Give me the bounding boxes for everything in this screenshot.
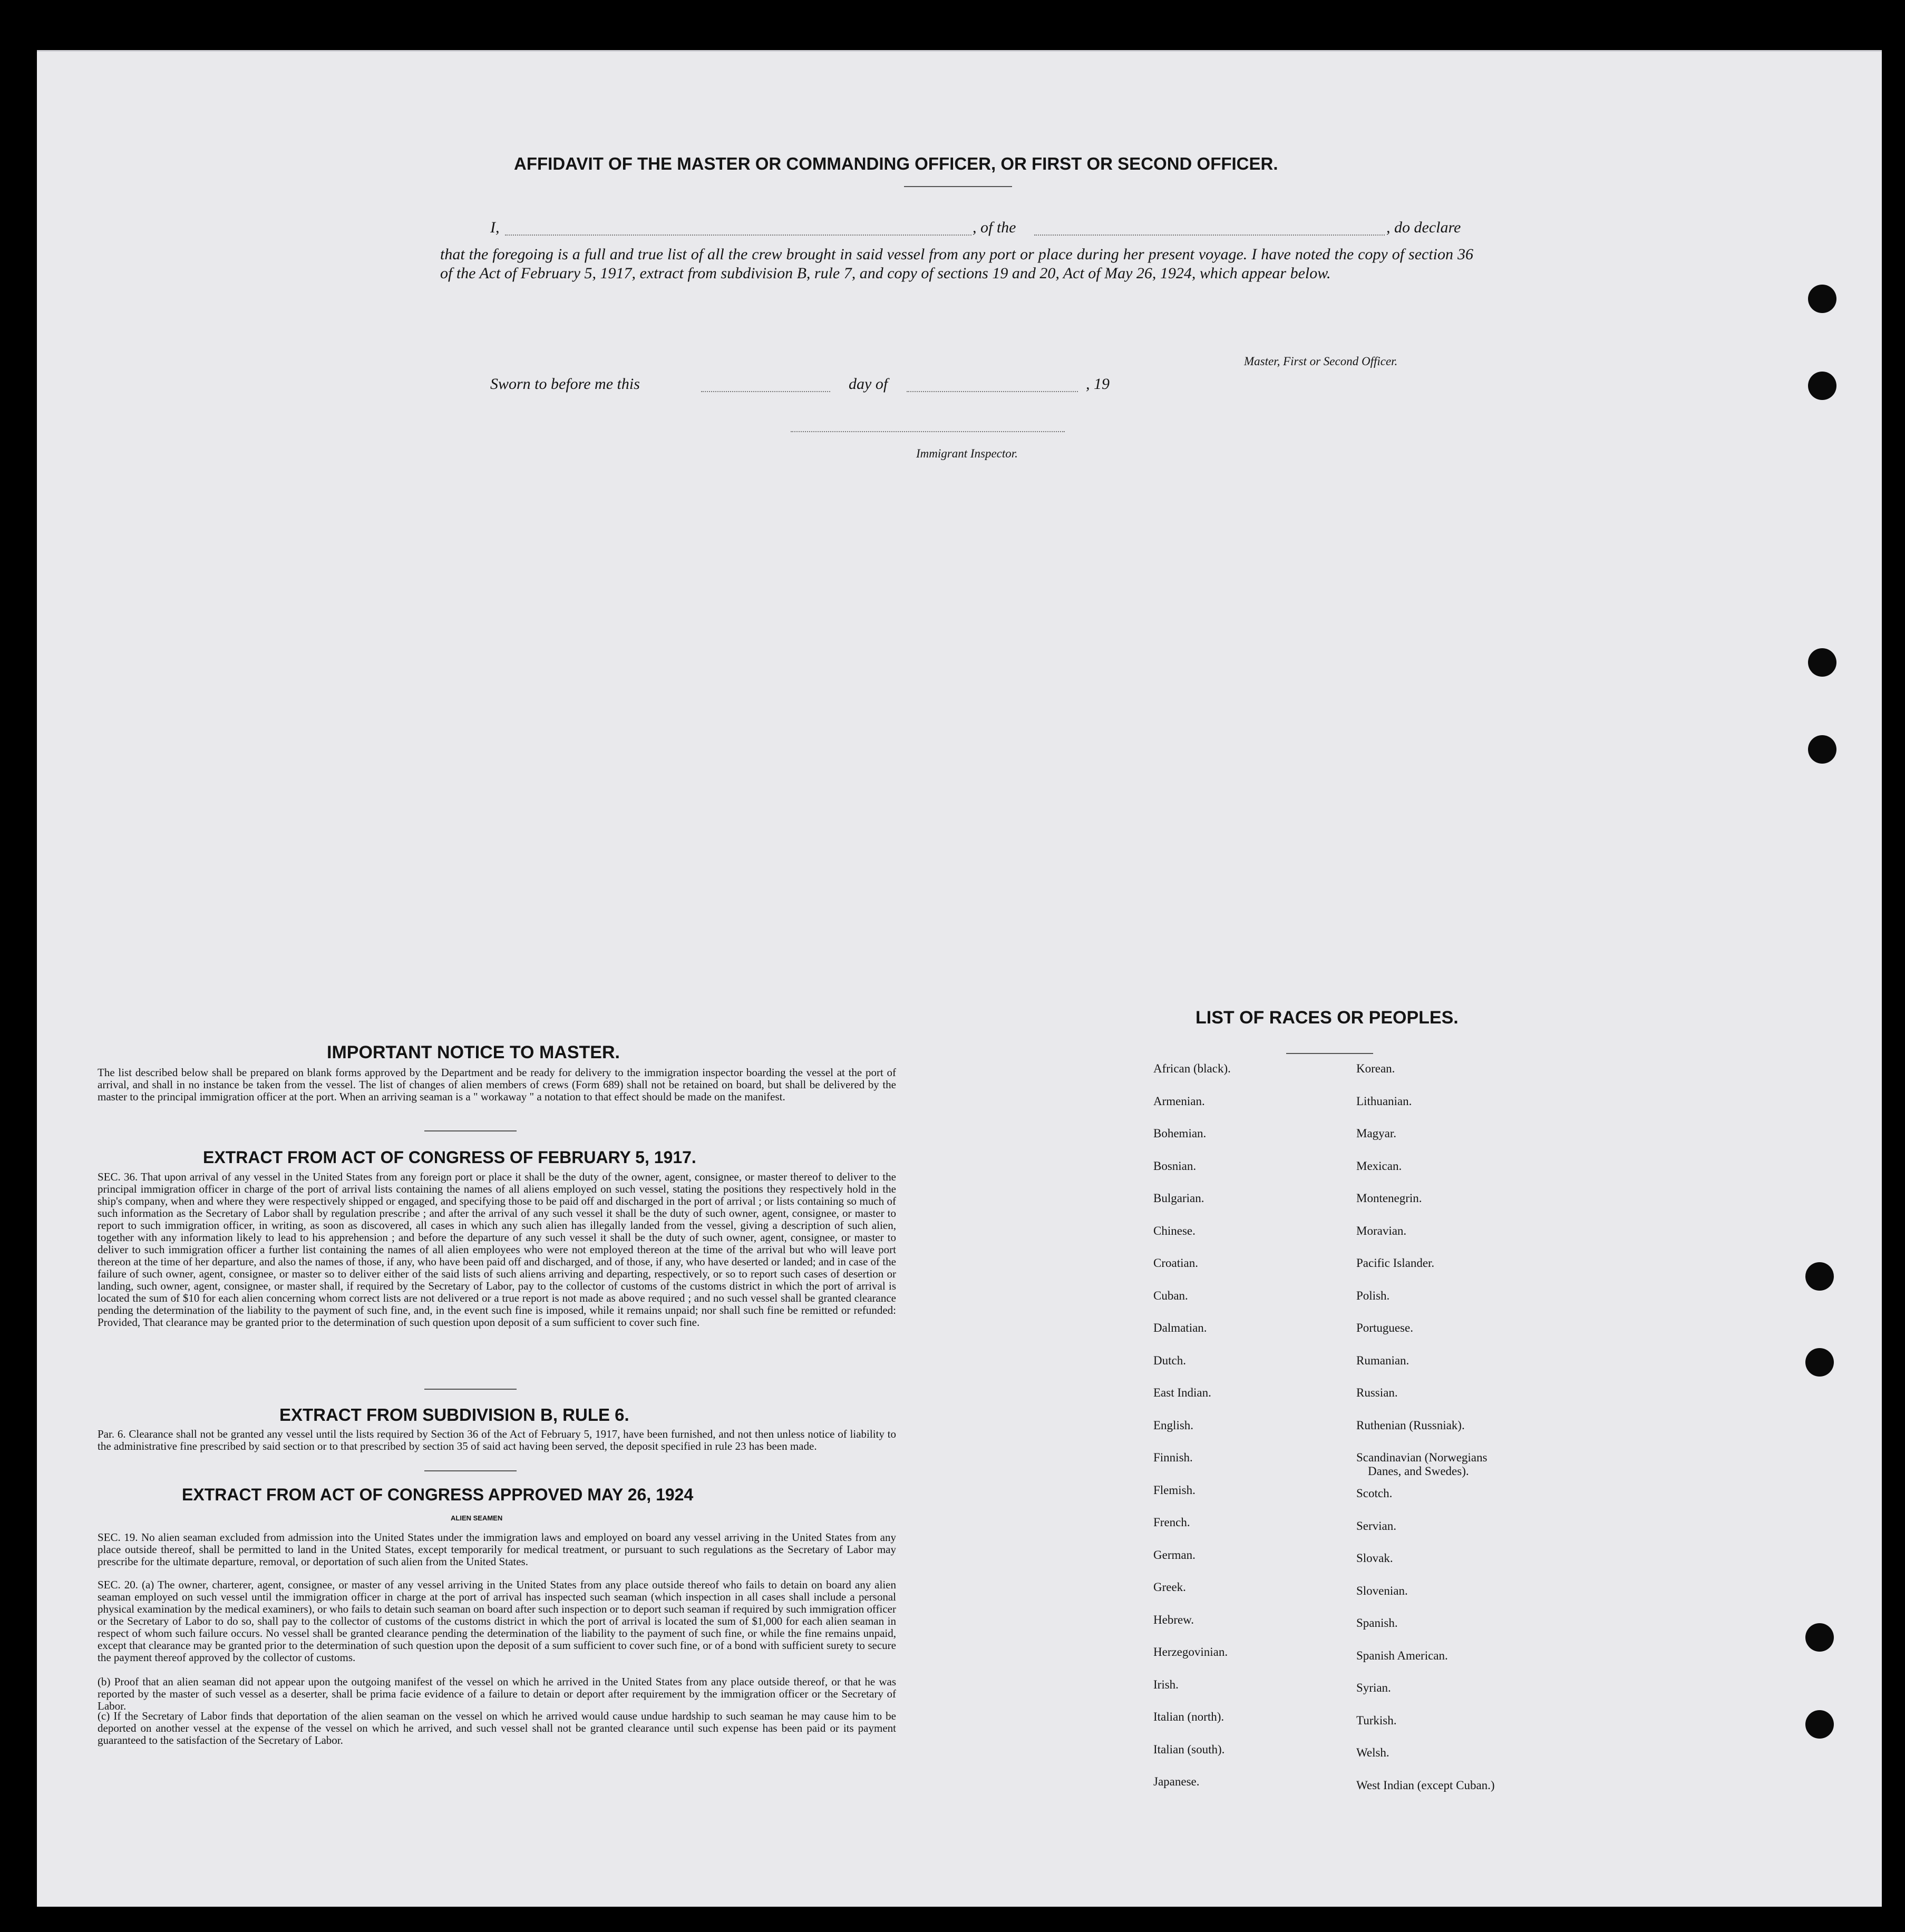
sworn-suffix: , 19 xyxy=(1086,375,1110,393)
race-item: Herzegovinian. xyxy=(1153,1645,1228,1658)
punch-hole xyxy=(1808,372,1836,400)
race-item: Chinese. xyxy=(1153,1224,1196,1237)
race-item: Montenegrin. xyxy=(1356,1192,1422,1205)
notice-text: The list described below shall be prepared on blank forms approved by the Department and be ready for delivery to the immigration inspector boarding the vessel at the port of arrival, and shall in no instance be taken from the vessel. The list of changes of alien members of crews (Form 689) shall not be retained on board, but shall be delivered by the master to the principal immigration officer at the port. When an arriving seaman is a " workaway " a notation to that effect should be made on the manifest. xyxy=(98,1066,896,1103)
punch-hole xyxy=(1805,1623,1834,1652)
punch-hole xyxy=(1805,1262,1834,1291)
extract-1924-sec20a: SEC. 20. (a) The owner, charterer, agent, consignee, or master of any vessel arriving in the United States from any place outside thereof who fails to detain on board any alien seaman employed on such vessel until the immigration officer in charge at the port of arrival has inspected such seaman (which inspection in all cases shall include a personal physical examination by the medical examiners), or who fails to detain such seaman on board after such inspection or to deport such seaman if required by such immigration officer or the Secretary of Labor to do so, shall pay to the collector of customs of the customs district in which the port of arrival is located the sum of $1,000 for each alien seaman in respect of whom such failure occurs. No vessel shall be granted clearance pending the determination of the liability to the payment of such fine, or while the fine remains unpaid, except that clearance may be granted prior to the determination of such question upon the deposit of a sum sufficient to cover such fine, or of a bond with sufficient surety to secure the payment thereof approved by the collector of customs. xyxy=(98,1578,896,1664)
race-item: Korean. xyxy=(1356,1062,1395,1075)
declare-prefix: I, xyxy=(490,219,500,236)
day-blank[interactable] xyxy=(701,391,830,392)
race-item: Polish. xyxy=(1356,1289,1390,1302)
vessel-blank[interactable] xyxy=(1034,235,1385,236)
race-item: Portuguese. xyxy=(1356,1321,1413,1334)
race-item: Slovak. xyxy=(1356,1552,1393,1565)
race-item: Spanish American. xyxy=(1356,1648,1448,1662)
race-item: Irish. xyxy=(1153,1677,1179,1691)
extract-rule6-text: Par. 6. Clearance shall not be granted any vessel until the lists required by Section 36 of the Act of February 5, 1917, have been furnished, and not then unless notice of liability to the administrative fine prescribed by said section or to that prescribed by section 35 of said act having been served, the deposit specified in rule 23 has been made. xyxy=(98,1428,896,1452)
extract-1924-sec20b: (b) Proof that an alien seaman did not appear upon the outgoing manifest of the vessel on which he arrived in the United States from any place outside thereof, or that he was reported by the master of such vessel as a deserter, shall be prima facie evidence of a failure to detain or deport after requirement by the immigration officer or the Secretary of Labor. xyxy=(98,1675,896,1712)
extract-rule6-title: EXTRACT FROM SUBDIVISION B, RULE 6. xyxy=(279,1405,629,1424)
extract-1924-title: EXTRACT FROM ACT OF CONGRESS APPROVED MAY 26, 1924 xyxy=(182,1485,694,1504)
race-item: Moravian. xyxy=(1356,1224,1407,1237)
race-item: Syrian. xyxy=(1356,1681,1391,1694)
race-item: Turkish. xyxy=(1356,1713,1397,1727)
sworn-prefix: Sworn to before me this xyxy=(490,375,640,393)
section-divider xyxy=(424,1130,517,1131)
race-item: Bosnian. xyxy=(1153,1159,1197,1173)
race-item: Spanish. xyxy=(1356,1616,1398,1629)
affidavit-title: AFFIDAVIT OF THE MASTER OR COMMANDING OFFICER, OR FIRST OR SECOND OFFICER. xyxy=(514,154,1278,173)
master-signature-label: Master, First or Second Officer. xyxy=(1244,355,1398,368)
notice-title: IMPORTANT NOTICE TO MASTER. xyxy=(327,1042,620,1062)
extract-1924-sec19: SEC. 19. No alien seaman excluded from admission into the United States under the immigration laws and employed on board any vessel arriving in the United States from any place outside thereof, shall be permitted to land in the United States, except temporarily for medical treatment, or pursuant to such regulations as the Secretary of Labor may prescribe for the ultimate departure, removal, or deportation of such alien from the United States. xyxy=(98,1531,896,1568)
race-item: Russian. xyxy=(1356,1386,1398,1399)
bleed-through-header xyxy=(248,90,1829,132)
race-item: Ruthenian (Russniak). xyxy=(1356,1418,1465,1432)
section-divider xyxy=(424,1470,517,1471)
race-item: Italian (north). xyxy=(1153,1710,1224,1723)
race-item: Finnish. xyxy=(1153,1451,1193,1464)
inspector-signature-blank[interactable] xyxy=(791,431,1065,432)
sworn-mid: day of xyxy=(849,375,888,393)
race-item: Bulgarian. xyxy=(1153,1192,1204,1205)
title-divider xyxy=(904,186,1012,187)
extract-1917-text: SEC. 36. That upon arrival of any vessel in the United States from any foreign port or place it shall be the duty of the owner, agent, consignee, or master thereof to deliver to the principal immigration officer in charge of the port of arrival lists containing the names of all aliens employed on such vessel, stating the positions they respectively hold in the ship's company, when and where they were respectively shipped or engaged, and specifying those to be paid off and discharged in the port of arrival ; or lists containing so much of such information as the Secretary of Labor shall by regulation prescribe ; and after the arrival of any such vessel it shall be the duty of such owner, agent, consignee, or master to report to such immigration officer, in writing, as soon as discovered, all cases in which any such alien has illegally landed from the vessel, giving a description of such alien, together with any information likely to lead to his apprehension ; and before the departure of any such vessel it shall be the duty of such owner, agent, consignee, or master to deliver to such immigration officer a further list containing the names of all alien employees who were not employed thereon at the time of the arrival but who will leave port thereon at the time of her departure, and also the names of those, if any, who have been paid off and discharged, and of those, if any, who have deserted or landed; and in case of the failure of such owner, agent, consignee, or master so to deliver either of the said lists of such aliens arriving and departing, respectively, or so to report such cases of desertion or landing, such owner, agent, consignee, or master shall, if required by the Secretary of Labor, pay to the collector of customs of the customs district in which the port of arrival is located the sum of $10 for each alien concerning whom correct lists are not delivered or a true report is not made as above required ; and no such vessel shall be granted clearance pending the determination of the liability to the payment of such fine, and, in the event such fine is imposed, while it remains unpaid; nor shall such fine be remitted or refunded: Provided, That clearance may be granted prior to the determination of such question upon deposit of a sum sufficient to cover such fine. xyxy=(98,1170,896,1329)
declaration-line xyxy=(490,219,1481,242)
race-item: Flemish. xyxy=(1153,1483,1196,1497)
race-item-continuation: Danes, and Swedes). xyxy=(1368,1465,1469,1478)
race-item: Servian. xyxy=(1356,1519,1397,1533)
month-blank[interactable] xyxy=(907,391,1078,392)
races-left-column xyxy=(1153,1062,1231,1808)
race-item: Japanese. xyxy=(1153,1775,1200,1788)
declare-mid: , of the xyxy=(973,219,1016,236)
race-item: Bohemian. xyxy=(1153,1127,1207,1140)
punch-hole xyxy=(1808,285,1836,313)
races-right-column xyxy=(1356,1062,1495,1811)
alien-seamen-subtitle: ALIEN SEAMEN xyxy=(451,1514,503,1522)
race-item: West Indian (except Cuban.) xyxy=(1356,1778,1495,1792)
race-item: Mexican. xyxy=(1356,1159,1402,1173)
race-item: German. xyxy=(1153,1548,1196,1562)
extract-1917-title: EXTRACT FROM ACT OF CONGRESS OF FEBRUARY 5, 1917. xyxy=(203,1148,696,1167)
extract-1924-sec20c: (c) If the Secretary of Labor finds that deportation of the alien seaman on the vessel on which he arrived would cause undue hardship to such seaman he may cause him to be deported on another vessel at the expense of the vessel on which he arrived, and such vessel shall not be granted clearance until such expense has been paid or its payment guaranteed to the satisfaction of the Secretary of Labor. xyxy=(98,1710,896,1746)
race-item: English. xyxy=(1153,1418,1194,1432)
races-title: LIST OF RACES OR PEOPLES. xyxy=(1196,1008,1459,1028)
race-item: Dalmatian. xyxy=(1153,1321,1207,1334)
race-item: French. xyxy=(1153,1516,1190,1529)
race-item: Lithuanian. xyxy=(1356,1094,1412,1108)
race-item: African (black). xyxy=(1153,1062,1231,1075)
race-item: Scotch. xyxy=(1356,1487,1393,1500)
race-item: Pacific Islander. xyxy=(1356,1256,1435,1270)
race-item: Welsh. xyxy=(1356,1746,1389,1759)
punch-hole xyxy=(1805,1710,1834,1739)
section-divider xyxy=(424,1389,517,1390)
race-item: Cuban. xyxy=(1153,1289,1188,1302)
race-item: Magyar. xyxy=(1356,1127,1397,1140)
declare-suffix: , do declare xyxy=(1386,219,1461,236)
name-blank[interactable] xyxy=(505,235,971,236)
race-item: Dutch. xyxy=(1153,1353,1186,1367)
race-item: Croatian. xyxy=(1153,1256,1198,1270)
race-item: Rumanian. xyxy=(1356,1353,1410,1367)
race-item: East Indian. xyxy=(1153,1386,1211,1399)
punch-hole xyxy=(1805,1348,1834,1377)
declaration-body: that the foregoing is a full and true list of all the crew brought in said vessel from any port or place during her present voyage. I have noted the copy of section 36 of the Act of February 5, 1917, extract from subdivision B, rule 7, and copy of sections 19 and 20, Act of May 26, 1924, which appear below. xyxy=(440,246,1473,282)
race-item: Hebrew. xyxy=(1153,1613,1194,1626)
race-item: Armenian. xyxy=(1153,1094,1205,1108)
race-item: Slovenian. xyxy=(1356,1584,1408,1597)
inspector-label: Immigrant Inspector. xyxy=(916,447,1018,460)
races-divider xyxy=(1286,1053,1373,1054)
punch-hole xyxy=(1808,648,1836,677)
punch-hole xyxy=(1808,735,1836,764)
race-item: Scandinavian (Norwegians Danes, and Swedes). xyxy=(1356,1451,1495,1487)
race-item: Italian (south). xyxy=(1153,1742,1225,1756)
sworn-line xyxy=(490,375,1149,398)
race-item: Greek. xyxy=(1153,1580,1186,1594)
